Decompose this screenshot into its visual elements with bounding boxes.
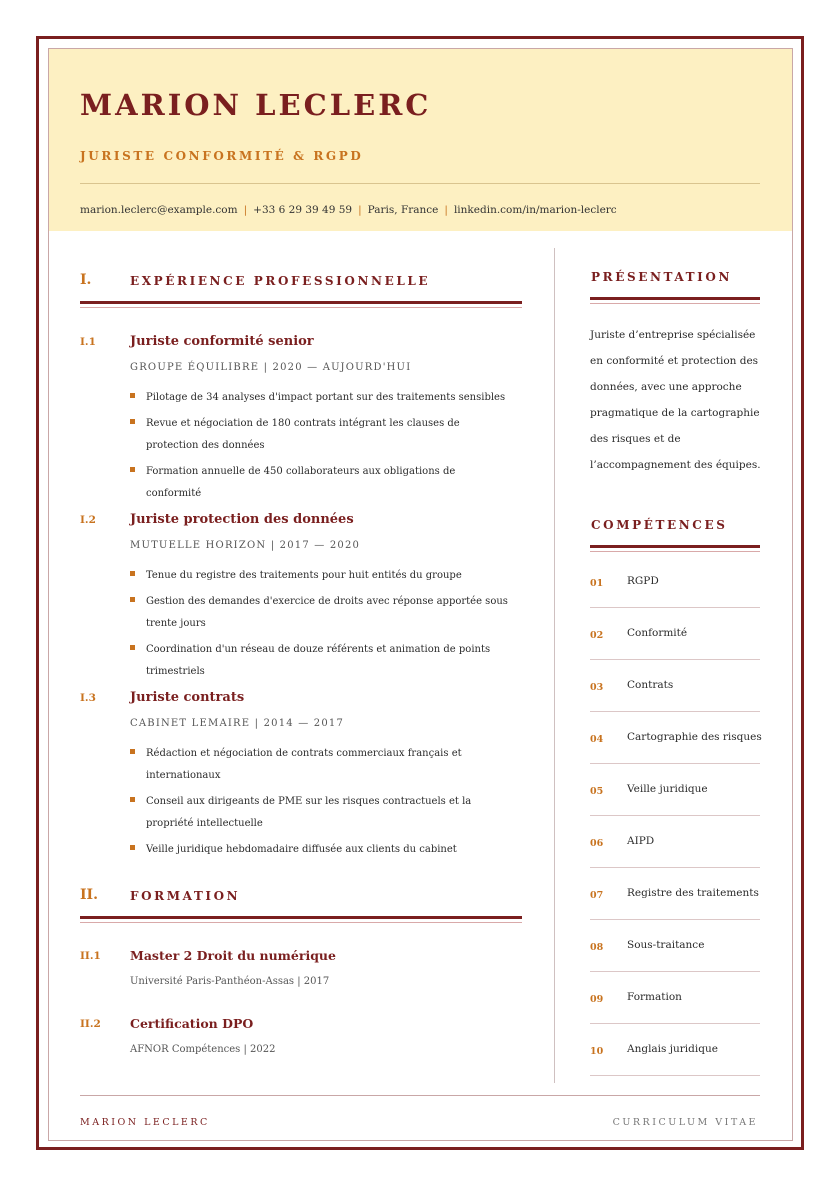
column-divider (554, 248, 555, 1083)
contact-location: Paris, France (367, 204, 439, 216)
job-employer-dates: GROUPE ÉQUILIBRE | 2020 — AUJOURD'HUI (130, 362, 412, 373)
header-divider (80, 183, 760, 184)
education-section-title: FORMATION (130, 889, 241, 903)
presentation-text: Juriste d’entreprise spécialisée en conformité et protection des données, avec une approche pragmatique de la cartographie des risques et de l’accompagnement des équipes. (590, 329, 761, 471)
experience-section-number: I. (80, 272, 92, 288)
skill-item: 06 AIPD (590, 816, 760, 868)
job-number: I.1 (80, 336, 96, 348)
contact-separator: | (358, 204, 362, 216)
job-title: Juriste protection des données (130, 512, 354, 527)
presentation-title: PRÉSENTATION (591, 270, 733, 284)
job-title: Juriste contrats (130, 690, 245, 705)
experience-rule-thin (80, 307, 522, 308)
bullet-square-icon (130, 393, 135, 398)
skills-list (590, 556, 760, 1076)
experience-section-title: EXPÉRIENCE PROFESSIONNELLE (130, 274, 431, 288)
education-title: Master 2 Droit du numérique (130, 948, 336, 963)
contact-separator: | (444, 204, 448, 216)
skills-rule (590, 545, 760, 548)
skill-item: 03 Contrats (590, 660, 760, 712)
education-number: II.1 (80, 950, 101, 962)
job-title: Juriste conformité senior (130, 334, 314, 349)
skill-item: 04 Cartographie des risques (590, 712, 760, 764)
job-bullet: Conseil aux dirigeants de PME sur les risques contractuels et la propriété intellectuelle (130, 791, 510, 835)
job-bullet: Veille juridique hebdomadaire diffusée aux clients du cabinet (130, 839, 510, 861)
footer-label: CURRICULUM VITAE (612, 1117, 758, 1128)
job-bullet: Coordination d'un réseau de douze référents et animation de points trimestriels (130, 639, 510, 683)
job-bullet: Rédaction et négociation de contrats commerciaux français et internationaux (130, 743, 510, 787)
job-bullet: Pilotage de 34 analyses d'impact portant sur des traitements sensibles (130, 387, 510, 409)
job-employer-dates: MUTUELLE HORIZON | 2017 — 2020 (130, 540, 361, 551)
contact-linkedin[interactable]: linkedin.com/in/marion-leclerc (453, 204, 617, 216)
job-number: I.3 (80, 692, 96, 704)
education-section-number: II. (80, 887, 98, 903)
skill-item: 08 Sous-traitance (590, 920, 760, 972)
bullet-square-icon (130, 749, 135, 754)
skills-rule-thin (590, 551, 760, 552)
job-bullet: Tenue du registre des traitements pour huit entités du groupe (130, 565, 510, 587)
presentation-rule-thin (590, 303, 760, 304)
bullet-square-icon (130, 845, 135, 850)
bullet-square-icon (130, 645, 135, 650)
presentation-rule (590, 297, 760, 300)
job-employer-dates: CABINET LEMAIRE | 2014 — 2017 (130, 718, 345, 729)
education-rule (80, 916, 522, 919)
skills-title: COMPÉTENCES (591, 518, 728, 532)
job-bullets (130, 565, 510, 687)
footer-rule (80, 1095, 760, 1096)
experience-rule (80, 301, 522, 304)
education-rule-thin (80, 922, 522, 923)
job-bullet: Formation annuelle de 450 collaborateurs aux obligations de conformité (130, 461, 510, 505)
job-bullets (130, 743, 510, 865)
contact-email[interactable]: marion.leclerc@example.com (80, 204, 238, 216)
education-meta: AFNOR Compétences | 2022 (130, 1044, 276, 1055)
job-bullets (130, 387, 510, 509)
contact-phone[interactable]: +33 6 29 39 49 59 (253, 204, 353, 216)
education-meta: Université Paris-Panthéon-Assas | 2017 (130, 976, 330, 987)
footer-name: MARION LECLERC (80, 1117, 210, 1128)
education-number: II.2 (80, 1018, 101, 1030)
contact-separator: | (243, 204, 248, 216)
skill-item: 02 Conformité (590, 608, 760, 660)
skill-item: 09 Formation (590, 972, 760, 1024)
bullet-square-icon (130, 797, 135, 802)
skill-item: 07 Registre des traitements (590, 868, 760, 920)
bullet-square-icon (130, 571, 135, 576)
bullet-square-icon (130, 467, 135, 472)
skill-item: 01 RGPD (590, 556, 760, 608)
job-bullet: Revue et négociation de 180 contrats intégrant les clauses de protection des données (130, 413, 510, 457)
job-number: I.2 (80, 514, 96, 526)
skill-item: 10 Anglais juridique (590, 1024, 760, 1076)
bullet-square-icon (130, 597, 135, 602)
job-bullet: Gestion des demandes d'exercice de droits avec réponse apportée sous trente jours (130, 591, 510, 635)
job-role: JURISTE CONFORMITÉ & RGPD (80, 149, 364, 163)
education-title: Certification DPO (130, 1016, 254, 1031)
skill-item: 05 Veille juridique (590, 764, 760, 816)
bullet-square-icon (130, 419, 135, 424)
contact-line (80, 204, 617, 216)
candidate-name: MARION LECLERC (80, 88, 432, 122)
